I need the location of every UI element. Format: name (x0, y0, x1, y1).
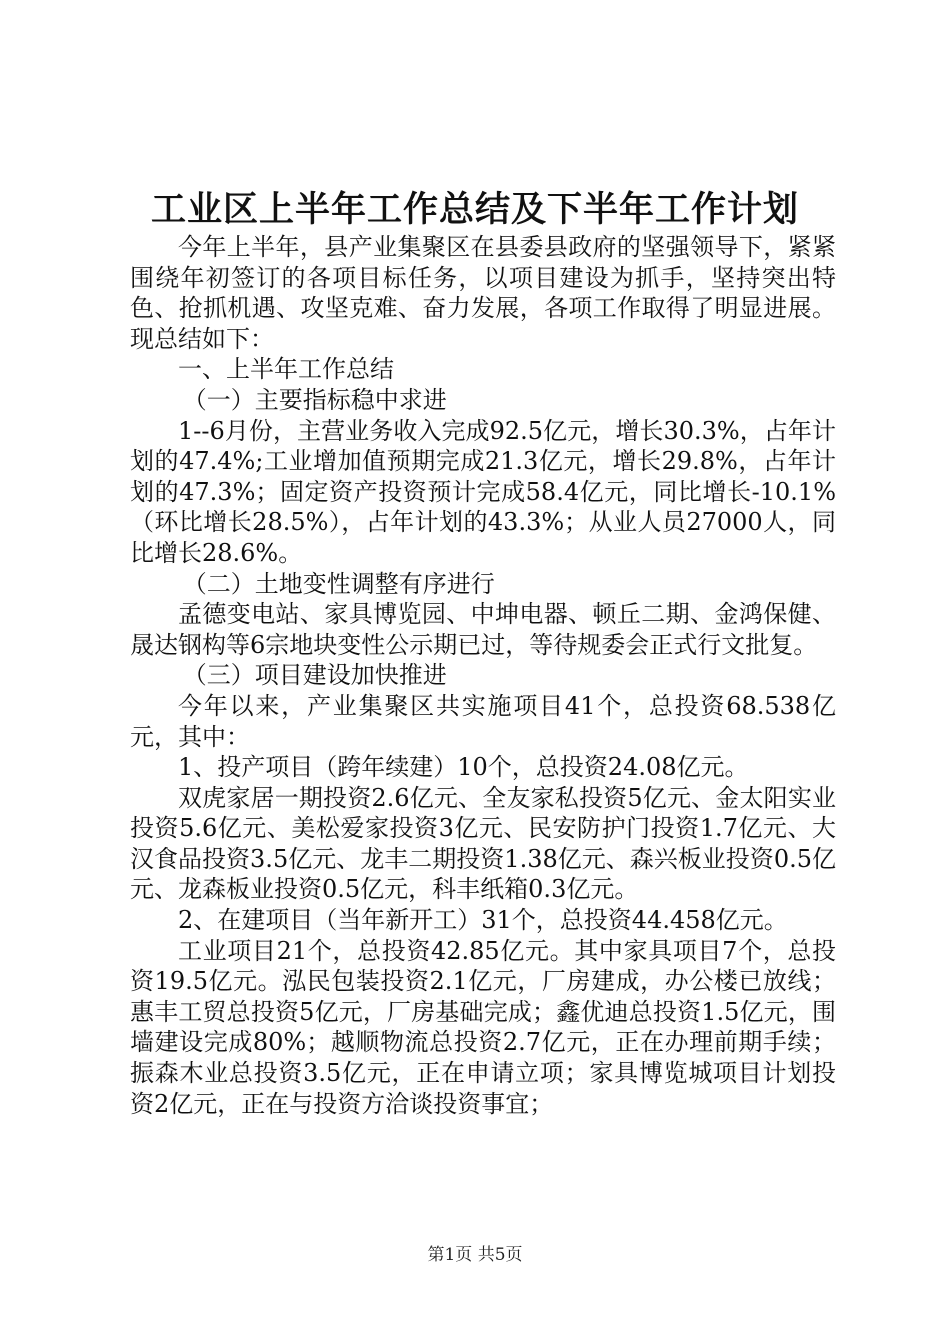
subsection-heading-2: （二）土地变性调整有序进行 (182, 569, 495, 598)
item-heading-2: 2、在建项目（当年新开工）31个，总投资44.458亿元。 (178, 906, 788, 935)
subsection-heading-3: （三）项目建设加快推进 (182, 661, 447, 690)
subsection-heading-1: （一）主要指标稳中求进 (182, 385, 447, 414)
intro-paragraph: 今年上半年，县产业集聚区在县委县政府的坚强领导下，紧紧围绕年初签订的各项目标任务，以项目建设为抓手，坚持突出特色、抢抓机遇、攻坚克难、奋力发展，各项工作取得了明显进展。现总结如下： (130, 233, 836, 353)
land-paragraph: 孟德变电站、家具博览园、中坤电器、顿丘二期、金鸿保健、晟达钢构等6宗地块变性公示期已过，等待规委会正式行文批复。 (130, 600, 836, 659)
document-body (130, 232, 836, 1119)
page-number-footer: 第1页 共5页 (427, 1245, 523, 1265)
projects-paragraph: 今年以来，产业集聚区共实施项目41个，总投资68.538亿元，其中： (130, 691, 836, 751)
document-title: 工业区上半年工作总结及下半年工作计划 (150, 190, 799, 230)
construction-projects-paragraph: 工业项目21个，总投资42.85亿元。其中家具项目7个，总投资19.5亿元。泓民包装投资2.1亿元，厂房建成，办公楼已放线；惠丰工贸总投资5亿元，厂房基础完成；鑫优迪总投资1.5亿元，围墙建设完成80%；越顺物流总投资2.7亿元，正在办理前期手续；振森木业总投资3.5亿元，正在申请立项；家具博览城项目计划投资2亿元，正在与投资方洽谈投资事宜； (130, 936, 836, 1118)
item-heading-1: 1、投产项目（跨年续建）10个，总投资24.08亿元。 (178, 753, 749, 782)
indicators-paragraph: 1--6月份，主营业务收入完成92.5亿元，增长30.3%，占年计划的47.4%;工业增加值预期完成21.3亿元，增长29.8%，占年计划的47.3%；固定资产投资预计完成58.4亿元，同比增长-10.1%（环比增长28.5%），占年计划的43.3%；从业人员27000人，同比增长28.6%。 (130, 416, 836, 567)
section-heading-1: 一、上半年工作总结 (178, 355, 394, 384)
production-projects-paragraph: 双虎家居一期投资2.6亿元、全友家私投资5亿元、金太阳实业投资5.6亿元、美松爱家投资3亿元、民安防护门投资1.7亿元、大汉食品投资3.5亿元、龙丰二期投资1.38亿元、森兴板业投资0.5亿元、龙森板业投资0.5亿元，科丰纸箱0.3亿元。 (130, 783, 836, 904)
